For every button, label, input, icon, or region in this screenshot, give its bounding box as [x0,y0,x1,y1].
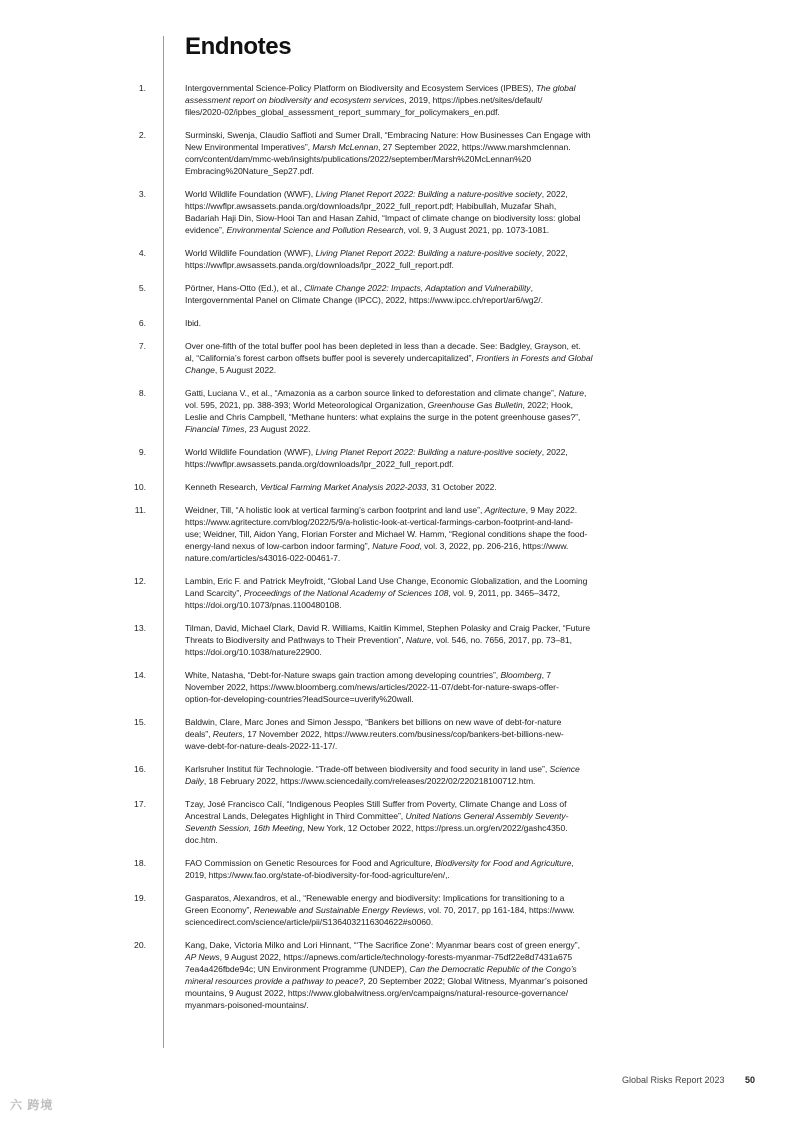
endnote-text: Lambin, Eric F. and Patrick Meyfroidt, “Global Land Use Change, Economic Globalization, and the Looming Land Scarcity”, Proceedings of the National Academy of Sciences 108, vol. 9, 2011, pp. 3465–3472, https://doi.org/10.1073/pnas.1100480108. [185,576,588,610]
endnote-text: World Wildlife Foundation (WWF), Living Planet Report 2022: Building a nature-positive society, 2022, https://wwflpr.awsassets.panda.org/downloads/lpr_2022_full_report.pdf; Habibullah, Muzafar Shah, Badariah Haji Din, Siow-Hooi Tan and Hasan Zahid, “Impact of climate change on biodiversity loss: global evidence”, Environmental Science and Pollution Research, vol. 9, 3 August 2021, pp. 1073-1081. [185,189,581,235]
endnote-text: Tzay, José Francisco Calí, “Indigenous Peoples Still Suffer from Poverty, Climate Change and Loss of Ancestral Lands, Delegates Highlight in Third Committee”, United Nations General Assembly Seventy- Seventh Session, 16th Meeting, New York, 12 October 2022, https://press.un.org/en/2022/gashc4350. doc.htm. [185,799,569,845]
endnote-number: 4. [138,248,146,258]
endnote-number: 6. [138,318,146,328]
endnote-text: Intergovernmental Science-Policy Platform on Biodiversity and Ecosystem Services (IPBES), The global assessment report on biodiversity and ecosystem services, 2019, https://ipbes.net/sites/default/ files/2020-02/ipbes_global_assessment_report_summary_for_policymakers_en.pdf. [185,83,576,117]
endnote-text: Gasparatos, Alexandros, et al., “Renewable energy and biodiversity: Implications for transitioning to a Green Economy”, Renewable and Sustainable Energy Reviews, vol. 70, 2017, pp 161-184, https://www. sciencedirect.com/science/article/pii/S1364032116304622#s0060. [185,893,575,927]
endnote-text: Weidner, Till, “A holistic look at vertical farming’s carbon footprint and land use”, Agritecture, 9 May 2022. https://www.agritecture.com/blog/2022/5/9/a-holistic-look-at-vertical-farmings-carbon-footprint-and-land- use; Weidner, Till, Aidon Yang, Florian Forster and Michael W. Hamm, “Regional conditions shape the food- energy-land nexus of low-carbon indoor farming”, Nature Food, vol. 3, 2022, pp. 206-216, https://www. nature.com/articles/s43016-022-00461-7. [185,505,588,563]
endnote-text: Gatti, Luciana V., et al., “Amazonia as a carbon source linked to deforestation and climate change”, Nature, vol. 595, 2021, pp. 388-393; World Meteorological Organization, Greenhouse Gas Bulletin, 2022; Hook, Leslie and Chris Campbell, “Methane hunters: what explains the surge in the potent greenhouse gases?”, Financial Times, 23 August 2022. [185,388,587,434]
endnote-text: Over one-fifth of the total buffer pool has been depleted in less than a decade. See: Badgley, Grayson, et. al, “California’s forest carbon offsets buffer pool is severely undercapitalized”, Frontiers in Forests and Global Change, 5 August 2022. [185,341,593,375]
endnote-number: 11. [134,505,146,515]
endnote-text: White, Natasha, “Debt-for-Nature swaps gain traction among developing countries”, Bloomberg, 7 November 2022, https://www.bloomberg.com/news/articles/2022-11-07/debt-for-nature-swaps-offer- option-for-developing-countries?leadSource=uverify%20wall. [185,670,559,704]
endnote-number: 3. [138,189,146,199]
endnote-number: 19. [134,893,146,903]
endnote-number: 16. [134,764,146,774]
endnote-number: 20. [134,940,146,950]
footer-page-number: 50 [745,1075,756,1085]
endnote-text: Karlsruher Institut für Technologie. “Trade-off between biodiversity and food security in land use”, Science Daily, 18 February 2022, https://www.sciencedaily.com/releases/2022/02/220218100712.htm. [185,764,580,786]
endnote-number: 2. [138,130,146,140]
endnote-text: World Wildlife Foundation (WWF), Living Planet Report 2022: Building a nature-positive society, 2022, https://wwflpr.awsassets.panda.org/downloads/lpr_2022_full_report.pdf. [185,248,568,270]
endnote-text: Kang, Dake, Victoria Milko and Lori Hinnant, “‘The Sacrifice Zone’: Myanmar bears cost of green energy”, AP News, 9 August 2022, https://apnews.com/article/technology-forests-myanmar-75df22e8d7431a675 7ea4a426fbde94c; UN Environment Programme (UNDEP), Can the Democratic Republic of the Congo’s mineral resources provide a pathway to peace?, 20 September 2022; Global Witness, Myanmar’s poisoned mountains, 9 August 2022, https://www.globalwitness.org/en/campaigns/natural-resource-governance/ myanmars-poisoned-mountains/. [185,940,588,1010]
endnote-number: 12. [134,576,146,586]
endnote-text: Baldwin, Clare, Marc Jones and Simon Jesspo, “Bankers bet billions on new wave of debt-for-nature deals”, Reuters, 17 November 2022, https://www.reuters.com/business/cop/bankers-bet-billions-new- wave-debt-for-nature-deals-2022-11-17/. [185,717,564,751]
endnote-number: 7. [138,341,146,351]
endnote-number: 1. [138,83,146,93]
endnote-text: Ibid. [185,318,201,328]
endnote-number: 14. [134,670,146,680]
endnote-number: 8. [138,388,146,398]
endnote-number: 10. [134,482,146,492]
page-title: Endnotes [185,33,292,60]
endnote-number: 18. [134,858,146,868]
endnote-text: Surminski, Swenja, Claudio Saffioti and Sumer Drall, “Embracing Nature: How Businesses Can Engage with New Environmental Imperatives”, Marsh McLennan, 27 September 2022, https://www.marshmclennan. com/content/dam/mmc-web/insights/publications/2022/september/Marsh%20McLennan%20 Embracing%20Nature_Sep27.pdf. [185,130,591,176]
endnote-number: 5. [138,283,146,293]
watermark: 六 跨境 [10,1098,54,1112]
endnote-number: 17. [134,799,146,809]
endnote-number: 13. [134,623,146,633]
endnote-number: 15. [134,717,146,727]
endnote-text: Kenneth Research, Vertical Farming Market Analysis 2022-2033, 31 October 2022. [185,482,497,492]
endnote-text: FAO Commission on Genetic Resources for Food and Agriculture, Biodiversity for Food and Agriculture, 2019, https://www.fao.org/state-of-biodiversity-for-food-agriculture/en/,. [185,858,574,880]
margin-rule [163,36,164,1048]
endnote-text: Pörtner, Hans-Otto (Ed.), et al., Climate Change 2022: Impacts, Adaptation and Vulnerability, Intergovernmental Panel on Climate Change (IPCC), 2022, https://www.ipcc.ch/report/ar6/wg2/. [185,283,543,305]
endnote-text: World Wildlife Foundation (WWF), Living Planet Report 2022: Building a nature-positive society, 2022, https://wwflpr.awsassets.panda.org/downloads/lpr_2022_full_report.pdf. [185,447,568,469]
endnote-text: Tilman, David, Michael Clark, David R. Williams, Kaitlin Kimmel, Stephen Polasky and Craig Packer, “Future Threats to Biodiversity and Pathways to Their Prevention”, Nature, vol. 546, no. 7656, 2017, pp. 73–81, https://doi.org/10.1038/nature22900. [185,623,591,657]
footer-report-title: Global Risks Report 2023 [622,1075,725,1085]
endnote-number: 9. [138,447,146,457]
